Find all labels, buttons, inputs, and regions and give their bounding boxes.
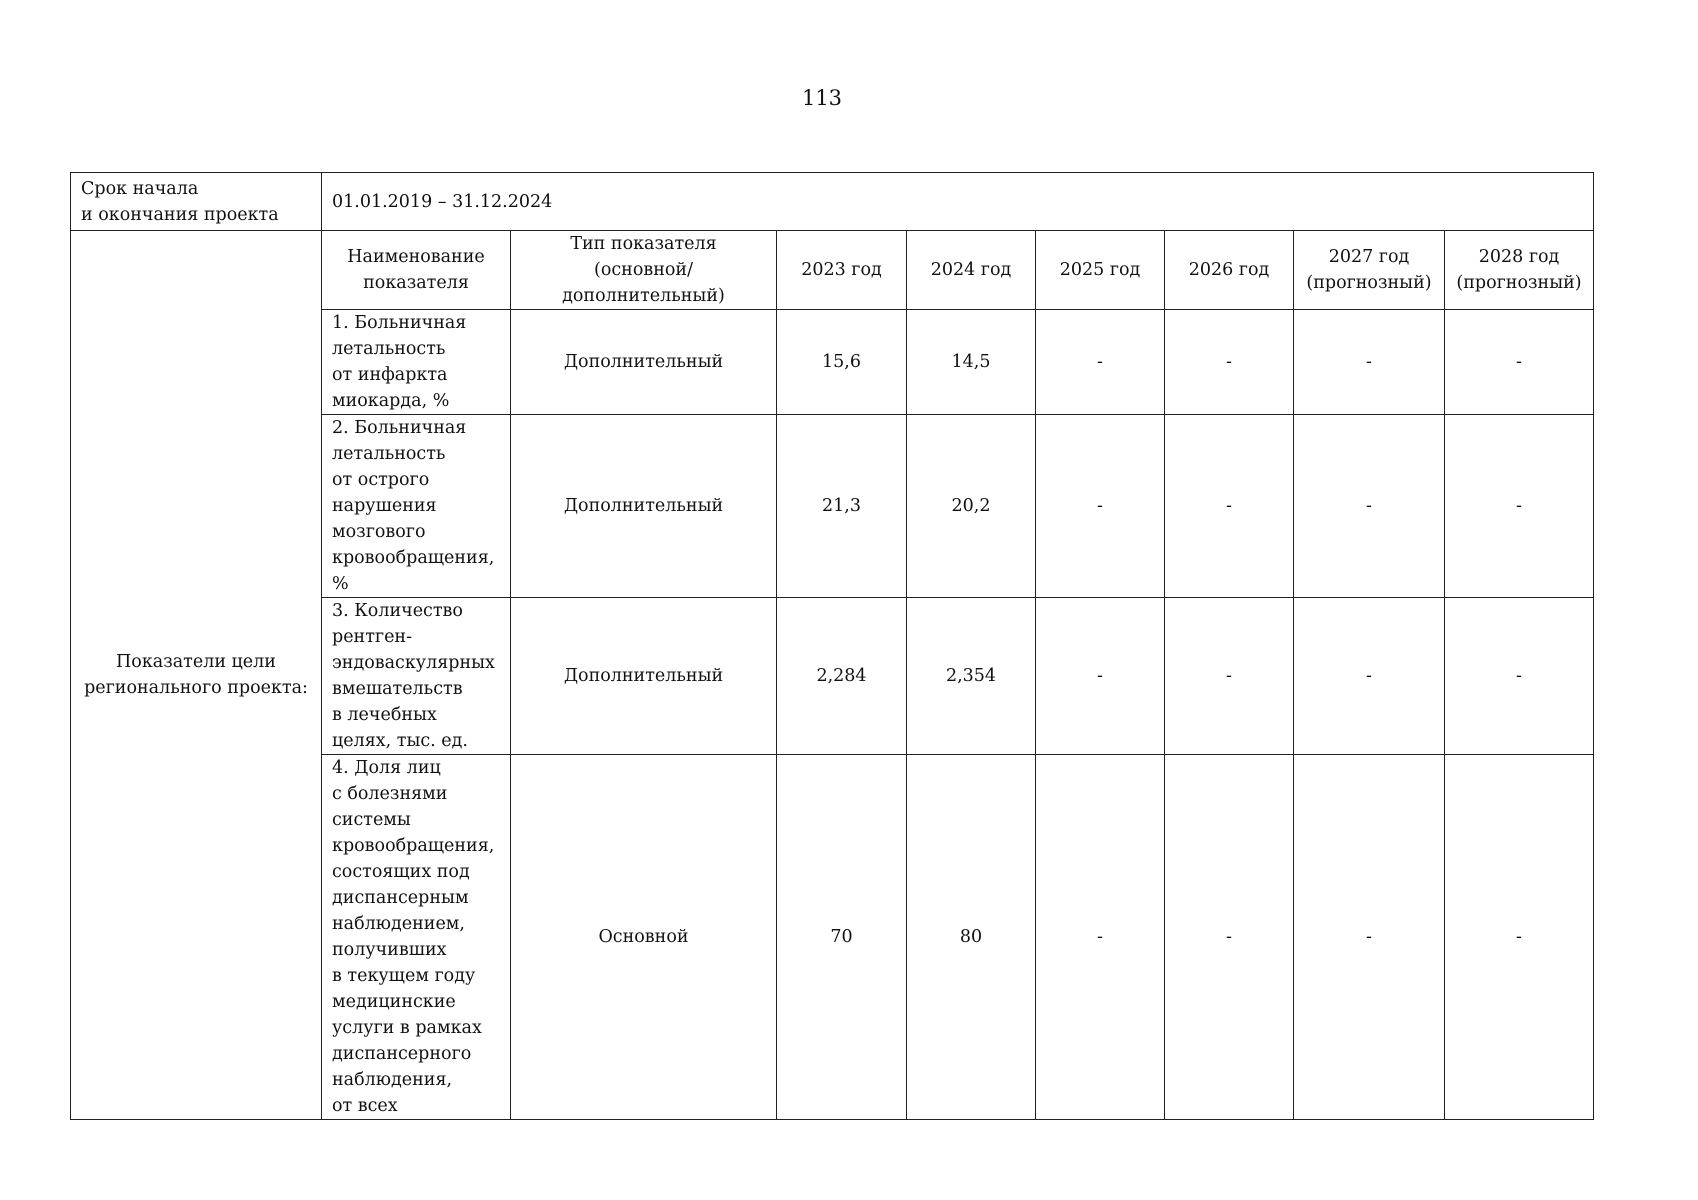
header-line: (прогнозный) <box>1456 273 1582 293</box>
indicator-type: Дополнительный <box>511 598 777 755</box>
indicator-name-line: 4. Доля лиц <box>332 758 441 778</box>
header-2026 <box>1165 231 1294 310</box>
indicator-name-line: наблюдением, <box>332 914 465 934</box>
project-indicators-table <box>70 172 1594 1120</box>
value-2024: 14,5 <box>907 310 1036 415</box>
indicator-name-line: системы <box>332 810 411 830</box>
value-2028: - <box>1445 755 1594 1120</box>
indicator-name <box>322 310 511 415</box>
header-line: Тип показателя <box>570 234 717 254</box>
indicator-name-line: с болезнями <box>332 784 448 804</box>
indicator-name-line: от острого <box>332 470 430 490</box>
indicator-name-line: кровообращения, <box>332 836 495 856</box>
value-2023: 70 <box>777 755 907 1120</box>
value-2028: - <box>1445 415 1594 598</box>
header-2025 <box>1036 231 1165 310</box>
indicator-name <box>322 415 511 598</box>
header-name <box>322 231 511 310</box>
value-2024: 20,2 <box>907 415 1036 598</box>
period-value: 01.01.2019 – 31.12.2024 <box>322 173 1594 231</box>
indicator-name-line: рентген- <box>332 627 413 647</box>
header-line: 2023 год <box>801 260 882 280</box>
value-2027: - <box>1294 598 1445 755</box>
header-line: 2027 год <box>1328 247 1410 267</box>
indicator-name-line: в текущем году <box>332 966 476 986</box>
indicator-name-line: миокарда, % <box>332 391 450 411</box>
indicator-type: Дополнительный <box>511 310 777 415</box>
indicator-name-line: нарушения <box>332 496 437 516</box>
header-line: (прогнозный) <box>1306 273 1432 293</box>
header-line: 2028 год <box>1478 247 1560 267</box>
period-row <box>71 173 1594 231</box>
indicator-name-line: от инфаркта <box>332 365 448 385</box>
value-2025: - <box>1036 598 1165 755</box>
indicator-name-line: состоящих под <box>332 862 470 882</box>
indicator-name <box>322 598 511 755</box>
indicator-name-line: % <box>332 574 349 594</box>
header-type <box>511 231 777 310</box>
indicators-label-line: Показатели цели <box>116 652 276 672</box>
header-2027 <box>1294 231 1445 310</box>
indicator-name-line: 1. Больничная <box>332 313 467 333</box>
indicator-type: Дополнительный <box>511 415 777 598</box>
indicator-name-line: в лечебных <box>332 705 437 725</box>
indicator-name-line: мозгового <box>332 522 426 542</box>
indicator-name-line: вмешательств <box>332 679 463 699</box>
indicator-name-line: наблюдения, <box>332 1070 453 1090</box>
indicator-name-line: летальность <box>332 444 446 464</box>
indicator-name-line: целях, тыс. ед. <box>332 731 468 751</box>
header-line: 2026 год <box>1188 260 1270 280</box>
indicator-type: Основной <box>511 755 777 1120</box>
indicator-name-line: диспансерным <box>332 888 469 908</box>
indicator-name-line: летальность <box>332 339 446 359</box>
value-2025: - <box>1036 755 1165 1120</box>
value-2027: - <box>1294 310 1445 415</box>
header-row <box>71 231 1594 310</box>
value-2024: 2,354 <box>907 598 1036 755</box>
value-2026: - <box>1165 598 1294 755</box>
indicator-name <box>322 755 511 1120</box>
header-line: Наименование <box>347 247 485 267</box>
value-2026: - <box>1165 755 1294 1120</box>
header-line: 2024 год <box>930 260 1012 280</box>
indicator-name-line: получивших <box>332 940 447 960</box>
value-2027: - <box>1294 755 1445 1120</box>
value-2026: - <box>1165 415 1294 598</box>
indicator-name-line: 3. Количество <box>332 601 463 621</box>
period-label-line: и окончания проекта <box>81 204 279 225</box>
indicators-label-line: регионального проекта: <box>84 678 308 698</box>
value-2025: - <box>1036 415 1165 598</box>
value-2028: - <box>1445 598 1594 755</box>
indicators-section-label <box>71 231 322 1120</box>
header-line: (основной/ <box>594 260 693 280</box>
value-2023: 2,284 <box>777 598 907 755</box>
header-2023 <box>777 231 907 310</box>
indicator-name-line: от всех <box>332 1096 398 1116</box>
indicator-name-line: услуги в рамках <box>332 1018 482 1038</box>
indicator-name-line: медицинские <box>332 992 456 1012</box>
header-2028 <box>1445 231 1594 310</box>
value-2025: - <box>1036 310 1165 415</box>
header-line: 2025 год <box>1059 260 1141 280</box>
page-number: 113 <box>801 86 843 110</box>
header-2024 <box>907 231 1036 310</box>
header-line: показателя <box>363 273 469 293</box>
header-line: дополнительный) <box>562 286 725 306</box>
indicator-name-line: диспансерного <box>332 1044 472 1064</box>
indicator-name-line: эндоваскулярных <box>332 653 495 673</box>
indicator-name-line: кровообращения, <box>332 548 495 568</box>
value-2028: - <box>1445 310 1594 415</box>
value-2027: - <box>1294 415 1445 598</box>
value-2024: 80 <box>907 755 1036 1120</box>
indicator-name-line: 2. Больничная <box>332 418 467 438</box>
value-2026: - <box>1165 310 1294 415</box>
value-2023: 21,3 <box>777 415 907 598</box>
value-2023: 15,6 <box>777 310 907 415</box>
period-label-line: Срок начала <box>81 178 199 199</box>
period-label <box>71 173 322 231</box>
